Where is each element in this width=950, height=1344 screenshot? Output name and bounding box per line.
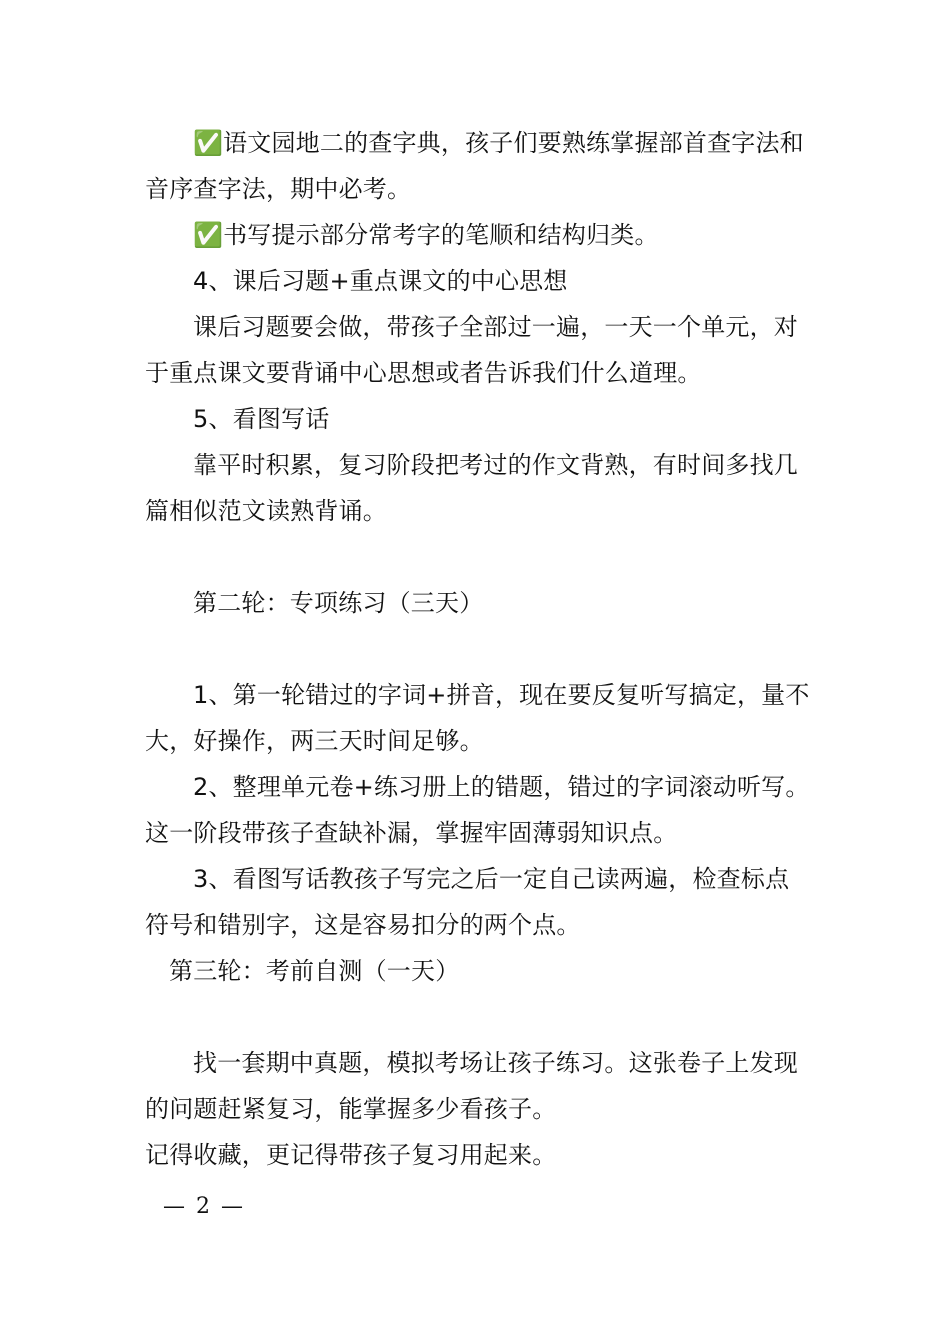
heading-exercises: 4、课后习题+重点课文的中心思想: [193, 267, 568, 295]
heading-round-two: 第二轮：专项练习（三天）: [193, 589, 484, 617]
spacer: [145, 626, 810, 672]
paragraph-round-two-item-1: 1、第一轮错过的字词+拼音，现在要反复听写搞定，量不大，好操作，两三天时间足够。: [145, 681, 810, 755]
paragraph-round-three: 找一套期中真题，模拟考场让孩子练习。这张卷子上发现的问题赶紧复习，能掌握多少看孩子。: [145, 1049, 798, 1123]
paragraph-round-two-item-2: 2、整理单元卷+练习册上的错题，错过的字词滚动听写。这一阶段带孩子查缺补漏，掌握牢固薄弱知识点。: [145, 773, 810, 847]
spacer: [145, 534, 810, 580]
paragraph-picture-writing: 靠平时积累，复习阶段把考过的作文背熟，有时间多找几篇相似范文读熟背诵。: [145, 451, 798, 525]
paragraph-round-two-item-3: 3、看图写话教孩子写完之后一定自己读两遍，检查标点符号和错别字，这是容易扣分的两个点。: [145, 865, 790, 939]
heading-round-three: 第三轮：考前自测（一天）: [169, 957, 460, 985]
page-number: — 2 —: [163, 1194, 245, 1219]
paragraph-writing-tip: ✅书写提示部分常考字的笔顺和结构归类。: [193, 221, 659, 249]
spacer: [145, 994, 810, 1040]
heading-picture-writing: 5、看图写话: [193, 405, 330, 433]
paragraph-closing: 记得收藏，更记得带孩子复习用起来。: [145, 1141, 557, 1169]
document-body: [145, 120, 810, 1178]
paragraph-exercises: 课后习题要会做，带孩子全部过一遍，一天一个单元，对于重点课文要背诵中心思想或者告诉我们什么道理。: [145, 313, 798, 387]
paragraph-dictionary-tip: ✅语文园地二的查字典，孩子们要熟练掌握部首查字法和音序查字法，期中必考。: [145, 129, 804, 203]
